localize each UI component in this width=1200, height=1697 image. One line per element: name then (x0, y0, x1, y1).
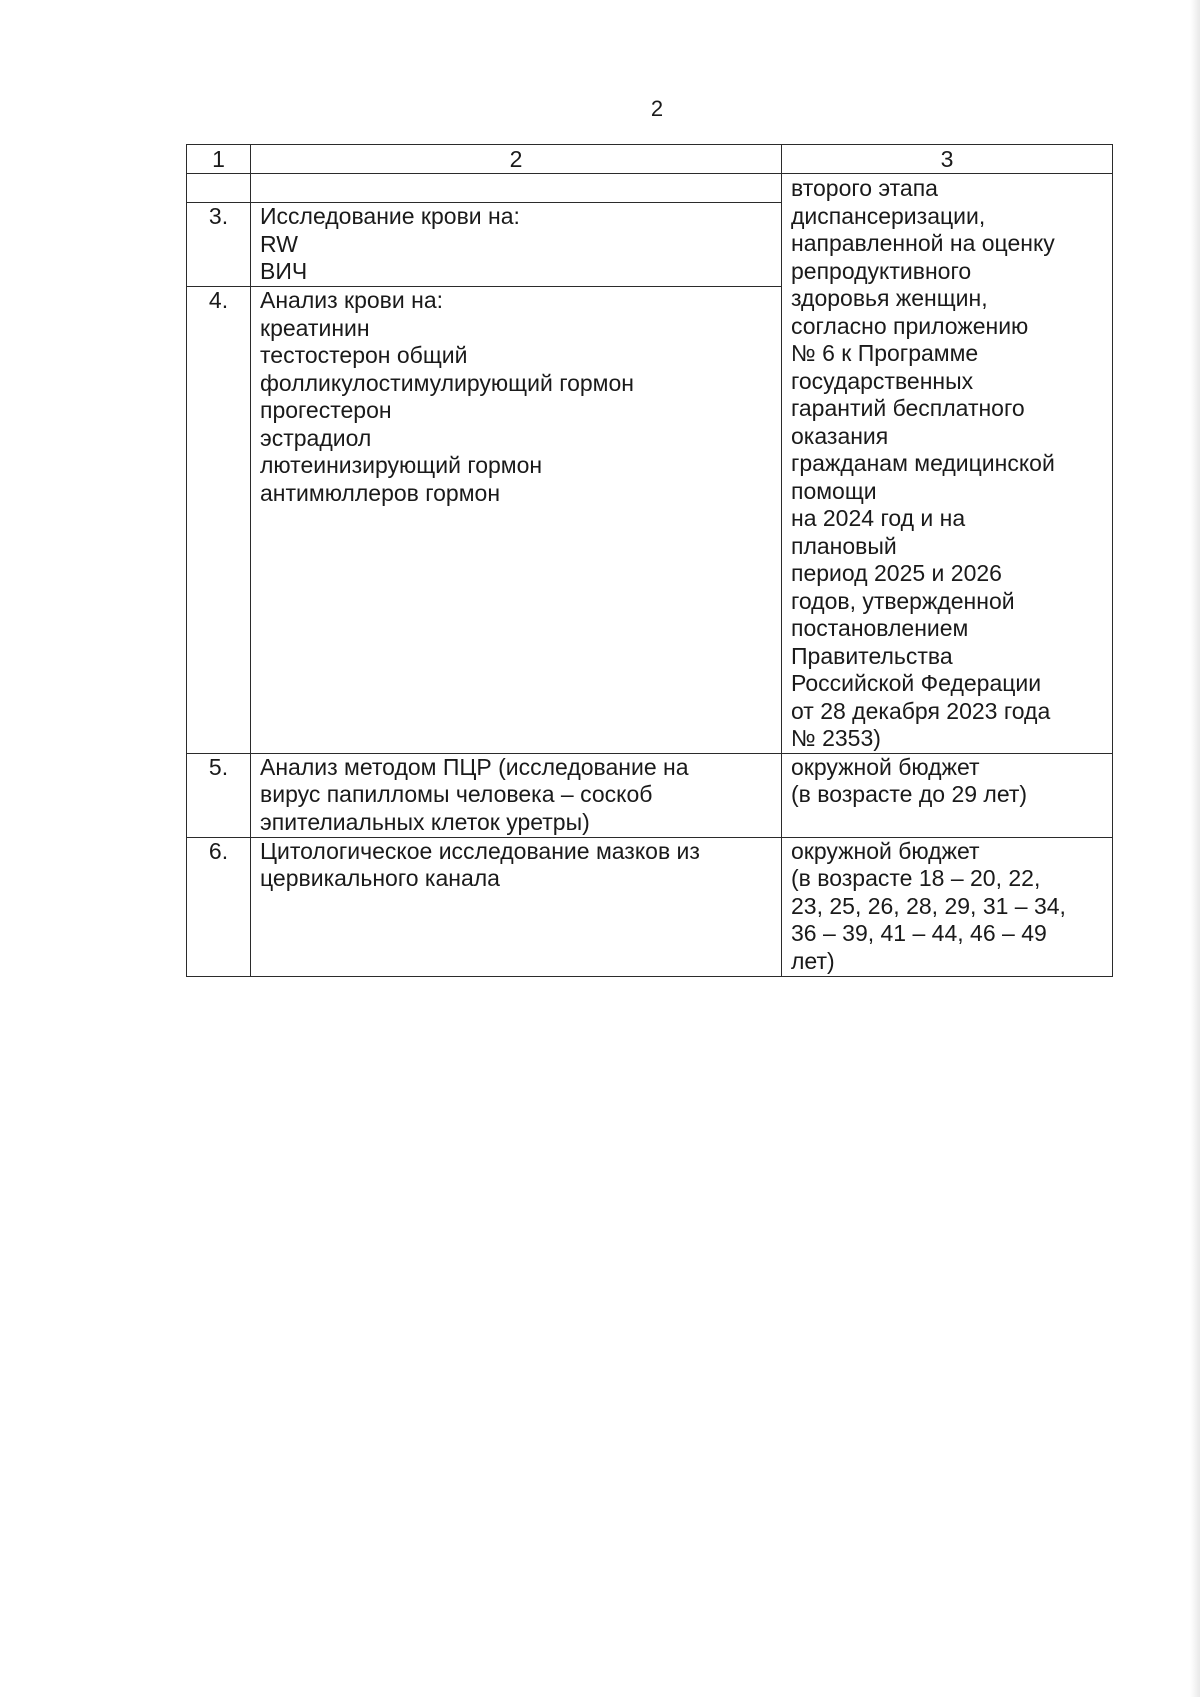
header-cell-1: 1 (187, 145, 251, 174)
service-line: Цитологическое исследование мазков из (260, 837, 700, 864)
service-line: креатинин (260, 314, 370, 341)
source-line: № 6 к Программе (791, 340, 979, 366)
source-line: репродуктивного (791, 257, 972, 284)
source-line: согласно приложению (791, 312, 1029, 339)
scan-page-edge (1190, 0, 1200, 1697)
row-number-cell (187, 174, 251, 203)
funding-source-cell (782, 753, 1113, 837)
source-line: плановый (791, 532, 897, 559)
row-number-cell: 5. (187, 753, 251, 837)
service-line: антимюллеров гормон (260, 479, 501, 506)
table-header-row (187, 145, 1113, 174)
source-line: 23, 25, 26, 28, 29, 31 – 34, (791, 892, 1066, 919)
service-cell (251, 203, 782, 287)
source-line: второго этапа (791, 175, 938, 201)
service-line: цервикального канала (260, 865, 500, 891)
source-line: направленной на оценку (791, 230, 1055, 256)
row-number-cell: 4. (187, 287, 251, 753)
row-number-cell: 3. (187, 203, 251, 287)
source-line: постановлением (791, 615, 969, 641)
service-line: вирус папилломы человека – соскоб (260, 781, 653, 807)
table-row (187, 174, 1113, 203)
source-line: гарантий бесплатного (791, 395, 1025, 421)
source-line: 36 – 39, 41 – 44, 46 – 49 (791, 920, 1047, 946)
source-line: оказания (791, 422, 889, 449)
source-line: Российской Федерации (791, 670, 1042, 696)
service-cell (251, 753, 782, 837)
source-line: от 28 декабря 2023 года (791, 697, 1051, 724)
funding-source-merged-cell (782, 174, 1113, 754)
service-cell (251, 174, 782, 203)
source-line: на 2024 год и на (791, 505, 966, 531)
source-line: № 2353) (791, 725, 881, 751)
service-line: тестостерон общий (260, 342, 468, 369)
page-number: 2 (650, 96, 664, 121)
source-line: период 2025 и 2026 (791, 560, 1002, 586)
source-line: здоровья женщин, (791, 285, 988, 311)
table-row (187, 837, 1113, 976)
source-line: окружной бюджет (791, 837, 980, 864)
funding-source-cell (782, 837, 1113, 976)
row-number-cell: 6. (187, 837, 251, 976)
header-cell-3: 3 (782, 145, 1113, 174)
services-table (186, 144, 1113, 977)
service-line: эстрадиол (260, 424, 372, 451)
service-line: Анализ методом ПЦР (исследование на (260, 753, 689, 780)
source-line: (в возрасте до 29 лет) (791, 781, 1028, 807)
service-line: эпителиальных клеток уретры) (260, 808, 590, 835)
service-line: Анализ крови на: (260, 287, 444, 314)
service-line: прогестерон (260, 397, 392, 424)
service-line: фолликулостимулирующий гормон (260, 369, 634, 396)
source-line: помощи (791, 477, 877, 504)
service-line: Исследование крови на: (260, 203, 520, 230)
service-line: RW (260, 230, 298, 257)
table-row (187, 753, 1113, 837)
source-line: лет) (791, 947, 835, 974)
source-line: окружной бюджет (791, 753, 980, 780)
service-line: ВИЧ (260, 258, 308, 285)
source-line: (в возрасте 18 – 20, 22, (791, 865, 1041, 891)
service-cell (251, 287, 782, 753)
header-cell-2: 2 (251, 145, 782, 174)
service-line: лютеинизирующий гормон (260, 452, 543, 479)
source-line: гражданам медицинской (791, 450, 1055, 476)
source-line: государственных (791, 367, 974, 394)
source-line: Правительства (791, 642, 953, 669)
source-line: диспансеризации, (791, 202, 986, 229)
source-line: годов, утвержденной (791, 587, 1015, 614)
service-cell (251, 837, 782, 976)
